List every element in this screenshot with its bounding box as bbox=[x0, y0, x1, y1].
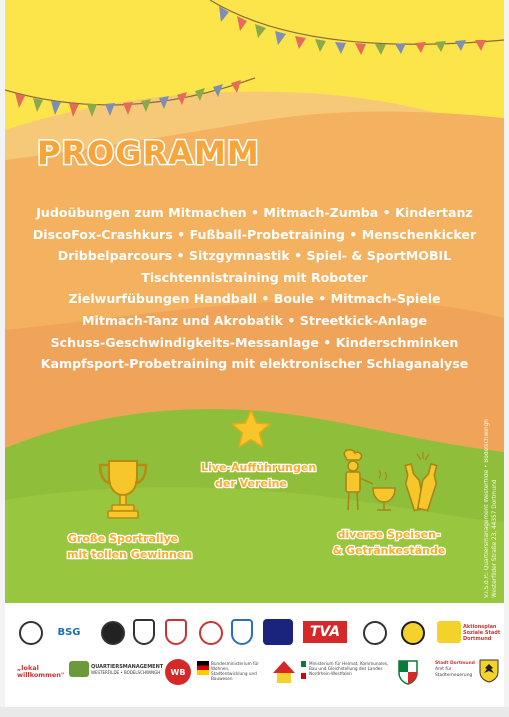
club-logo bbox=[19, 621, 43, 645]
program-line: Schuss-Geschwindigkeits-Messanlage • Kinderschminken bbox=[50, 334, 459, 350]
lokal-line: willkommen" bbox=[17, 671, 65, 679]
aktionsplan-line: Dortmund bbox=[463, 636, 492, 642]
martial-arts-logo bbox=[363, 621, 387, 645]
stadt-line: Stadt Dortmund bbox=[435, 661, 475, 666]
club-crest-logo bbox=[165, 619, 187, 645]
trophy-icon bbox=[95, 457, 151, 523]
qm-line: WESTERFILDE • BODELSCHWINGH bbox=[91, 670, 161, 675]
rally-label bbox=[67, 531, 193, 563]
club-logo bbox=[401, 621, 425, 645]
bund-text: Bundesministerium für Wohnen, Stadtentwicklung und Bauwesen bbox=[211, 661, 259, 681]
page-edge bbox=[0, 707, 509, 717]
club-crest-logo bbox=[133, 619, 155, 645]
aktionsplan-line: Soziale Stadt bbox=[463, 630, 501, 636]
qm-line: QUARTIERSMANAGEMENT bbox=[91, 664, 164, 670]
staedtebau-icon bbox=[271, 659, 297, 687]
live-label bbox=[201, 460, 317, 492]
aktionsplan-logo bbox=[463, 621, 503, 645]
wb-logo bbox=[165, 659, 191, 685]
stadt-line: Amt für Stadterneuerung bbox=[435, 667, 473, 678]
bbq-drinks-icon bbox=[337, 448, 449, 516]
staedtebau-logo bbox=[271, 659, 297, 687]
program-line: Mitmach-Tanz und Akrobatik • Streetkick-Anlage bbox=[81, 312, 428, 328]
qm-icon bbox=[69, 661, 89, 677]
tva-logo bbox=[303, 621, 347, 643]
quartiersmanagement-logo bbox=[91, 663, 163, 677]
program-list bbox=[25, 202, 484, 375]
german-flag-icon bbox=[197, 661, 209, 675]
tva-logo-text: TVA bbox=[309, 624, 341, 640]
imprint-vertical bbox=[483, 419, 499, 598]
food-label-line: diverse Speisen- bbox=[337, 528, 441, 541]
eagle-icon bbox=[479, 659, 499, 683]
bsg-logo bbox=[51, 617, 87, 647]
program-line: Zielwurfübungen Handball • Boule • Mitmach-Spiele bbox=[68, 291, 441, 307]
aktionsplan-icon bbox=[437, 621, 461, 643]
ministerium-nrw-logo bbox=[309, 661, 395, 683]
stadt-dortmund-logo bbox=[435, 663, 477, 677]
star-icon bbox=[229, 408, 273, 450]
live-label-line: der Vereine bbox=[215, 477, 287, 490]
sponsor-footer bbox=[5, 603, 504, 707]
rally-label-line: mit tollen Gewinnen bbox=[67, 548, 193, 561]
program-title: PROGRAMM bbox=[37, 134, 260, 172]
imprint-line: V.i.S.d.P.: Quartiersmanagement Westerfilde • Bodelschwingh bbox=[484, 419, 490, 598]
bsg-logo-text: BSG bbox=[57, 626, 81, 638]
aktionsplan-line: Aktionsplan bbox=[463, 624, 497, 630]
poster bbox=[5, 0, 504, 707]
club-badge-logo bbox=[263, 619, 293, 645]
bundesministerium-logo bbox=[211, 661, 265, 683]
food-label bbox=[327, 527, 451, 559]
football-club-logo bbox=[101, 621, 125, 645]
wb-logo-text: WB bbox=[170, 667, 186, 677]
lokal-willkommen-logo bbox=[17, 659, 67, 685]
rally-label-line: Große Sportrallye bbox=[67, 532, 179, 545]
nrw-crest-logo bbox=[397, 659, 419, 685]
nrw-flag-icon bbox=[301, 661, 306, 679]
program-line: Judoübungen zum Mitmachen • Mitmach-Zumba • Kindertanz bbox=[36, 205, 473, 220]
club-logo bbox=[199, 621, 223, 645]
mhkbd-text: Ministerium für Heimat, Kommunales, Bau und Gleichstellung des Landes Nordrhein-Westfalen bbox=[309, 661, 389, 676]
live-label-line: Live-Aufführungen bbox=[201, 461, 317, 474]
program-line: Tischtennistraining mit Roboter bbox=[141, 269, 368, 285]
program-line: DiscoFox-Crashkurs • Fußball-Probetraining • Menschenkicker bbox=[32, 226, 477, 242]
program-line: Dribbelparcours • Sitzgymnastik • Spiel- & SportMOBIL bbox=[57, 248, 452, 264]
nrw-crest-icon bbox=[397, 659, 419, 685]
club-crest-logo bbox=[231, 619, 253, 645]
food-label-line: & Getränkestände bbox=[332, 544, 446, 557]
lokal-line: „lokal bbox=[17, 664, 39, 672]
imprint-line: Westerfilder Straße 23, 44357 Dortmund bbox=[492, 479, 498, 598]
program-line: Kampfsport-Probetraining mit elektronischer Schlaganalyse bbox=[40, 356, 469, 372]
dortmund-eagle-logo bbox=[479, 659, 499, 683]
